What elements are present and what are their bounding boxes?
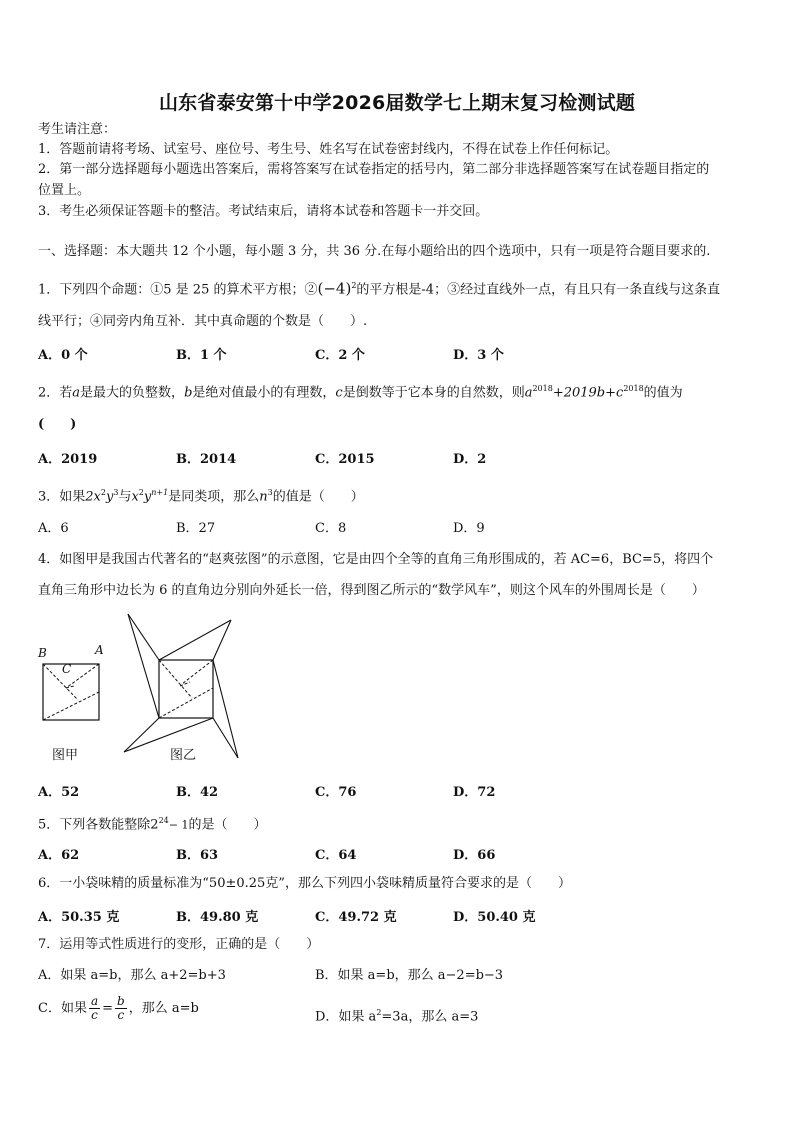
q3-option-d[interactable]: D．9 (453, 521, 485, 536)
q3-term-1-exp-y: 3 (113, 488, 119, 497)
q7-option-b[interactable]: B．如果 a=b，那么 a−2=b−3 (315, 968, 504, 983)
q2-option-b[interactable]: B．2014 (176, 452, 237, 467)
q1-exp: 2 (351, 281, 357, 290)
q3-term-2-exp-x: 2 (138, 488, 144, 497)
q5-minus-one: − 1 (168, 818, 189, 832)
q2-text-3: 是绝对值最小的有理数， (192, 385, 336, 401)
notice-item-2: 2．第一部分选择题每小题选出答案后，需将答案写在试卷指定的括号内，第二部分非选择题答案写在试卷题目指定的 (38, 162, 710, 177)
q4-option-d[interactable]: D．72 (453, 785, 496, 800)
notice-item-2-cont: 位置上。 (38, 183, 91, 198)
figure-yi-label: 图乙 (170, 748, 197, 763)
q6-option-c[interactable]: C．49.72 克 (315, 910, 397, 925)
q7-d-text-2: =3a，那么 a=3 (381, 1009, 479, 1025)
q5-option-a[interactable]: A．62 (38, 848, 80, 863)
question-4-line-2: 直角三角形中边长为 6 的直角边分别向外延长一倍，得到图乙所示的“数学风车”，则这个风车的外围周长是（ ） (38, 583, 705, 598)
q3-term-2: x (131, 489, 139, 505)
q3-option-c[interactable]: C．8 (315, 521, 347, 536)
q2-option-a[interactable]: A．2019 (38, 452, 98, 467)
q2-expr-a-exp: 2018 (532, 384, 553, 393)
q2-text-2: 是最大的负整数， (80, 385, 185, 401)
q2-text-4: 是倒数等于它本身的自然数，则 (342, 385, 525, 401)
q3-option-a[interactable]: A．6 (38, 521, 69, 536)
q3-option-b[interactable]: B．27 (176, 521, 216, 536)
question-2-line-1 (38, 380, 683, 401)
q2-text-1: 2．若 (38, 385, 73, 401)
q7-c-equals: = (102, 1001, 114, 1016)
math-windmill-diagram (120, 612, 250, 762)
q3-text-4: 的值是（ ） (272, 489, 364, 505)
q7-option-c[interactable] (38, 994, 199, 1024)
q1-option-b[interactable]: B．1 个 (176, 348, 227, 363)
label-c: C (62, 662, 72, 676)
q6-option-a[interactable]: A．50.35 克 (38, 910, 120, 925)
q3-text-3: 是同类项，那么 (168, 489, 260, 505)
question-1-line-2: 线平行；④同旁内角互补．其中真命题的个数是（ ）. (38, 314, 368, 329)
q1-text-b: 的平方根是-4；③经过直线外一点，有且只有一条直线与这条直 (356, 282, 721, 298)
q3-term-3: n (259, 489, 268, 505)
q3-text-1: 3．如果 (38, 489, 86, 505)
question-2-line-2: ( ) (38, 417, 77, 432)
q2-option-c[interactable]: C．2015 (315, 452, 375, 467)
q7-c-frac-a-num: a (90, 994, 99, 1008)
q5-text-1: 5．下列各数能整除 (38, 817, 151, 833)
q1-expr: (−4) (317, 279, 352, 298)
q2-var-b: b (184, 385, 193, 401)
q7-c-frac-b-num: b (117, 994, 125, 1008)
q7-c-frac-a-den: c (91, 1008, 98, 1022)
q3-term-1-y: y (105, 489, 114, 505)
q3-term-2-exp-y: n+1 (151, 488, 169, 497)
q7-c-fraction-a (89, 995, 100, 1022)
label-a: A (95, 643, 104, 657)
q2-expr-c-exp: 2018 (623, 384, 644, 393)
q2-option-d[interactable]: D．2 (453, 452, 487, 467)
section-heading: 一、选择题：本大题共 12 个小题，每小题 3 分，共 36 分.在每小题给出的四个选项中，只有一项是符合题目要求的. (38, 244, 711, 259)
q1-option-c[interactable]: C．2 个 (315, 348, 365, 363)
q5-text-2: 的是（ ） (188, 817, 267, 833)
q7-d-text-1: D．如果 a (315, 1009, 377, 1025)
q4-option-c[interactable]: C．76 (315, 785, 357, 800)
notice-item-3: 3．考生必须保证答题卡的整洁。考试结束后，请将本试卷和答题卡一并交回。 (38, 204, 489, 219)
q3-text-2: 与 (118, 489, 132, 505)
q3-term-2-y: y (143, 489, 152, 505)
q3-term-1-exp-x: 2 (100, 488, 106, 497)
q1-option-a[interactable]: A．0 个 (38, 348, 88, 363)
q7-option-a[interactable]: A．如果 a=b，那么 a+2=b+3 (38, 968, 226, 983)
question-5 (38, 812, 266, 833)
page-title: 山东省泰安第十中学2026届数学七上期末复习检测试题 (158, 92, 636, 114)
question-7: 7．运用等式性质进行的变形，正确的是（ ） (38, 937, 320, 952)
notice-item-1: 1．答题前请将考场、试室号、座位号、考生号、姓名写在试卷密封线内，不得在试卷上作任何标记。 (38, 142, 619, 157)
q2-var-c: c (335, 385, 343, 401)
q7-c-fraction-b (115, 995, 127, 1022)
q2-var-a: a (72, 385, 81, 401)
q1-option-d[interactable]: D．3 个 (453, 348, 504, 363)
q6-option-b[interactable]: B．49.80 克 (176, 910, 259, 925)
q5-option-d[interactable]: D．66 (453, 848, 496, 863)
q7-c-text-1: C．如果 (38, 1001, 87, 1016)
figure-jia-label: 图甲 (52, 748, 79, 763)
q5-exp: 24 (158, 816, 169, 825)
q5-option-c[interactable]: C．64 (315, 848, 357, 863)
q5-option-b[interactable]: B．63 (176, 848, 219, 863)
q7-d-exp: 2 (376, 1008, 382, 1017)
notice-heading: 考生请注意： (38, 122, 117, 137)
question-3 (38, 484, 364, 505)
q4-option-a[interactable]: A．52 (38, 785, 80, 800)
question-4-line-1: 4．如图甲是我国古代著名的“赵爽弦图”的示意图，它是由四个全等的直角三角形围成的，若 AC=6，BC=5，将四个 (38, 552, 714, 567)
question-6: 6．一小袋味精的质量标准为“50±0.25克”，那么下列四小袋味精质量符合要求的是（ ） (38, 876, 571, 891)
q7-c-text-2: ，那么 a=b (128, 1001, 199, 1016)
q2-text-5: 的值为 (643, 385, 683, 401)
q3-term-3-exp: 3 (267, 488, 273, 497)
q7-c-frac-b-den: c (117, 1008, 125, 1022)
q4-option-b[interactable]: B．42 (176, 785, 219, 800)
q3-term-1: 2x (85, 489, 101, 505)
q7-option-d[interactable] (315, 1004, 478, 1025)
q2-expr-a: a (524, 385, 533, 401)
q1-text-a: 1．下列四个命题：①5 是 25 的算术平方根；② (38, 282, 318, 298)
question-1-line-1 (38, 277, 720, 298)
q5-base: 2 (150, 817, 159, 833)
q2-expr-rest: +2019b+c (552, 385, 624, 401)
q6-option-d[interactable]: D．50.40 克 (453, 910, 536, 925)
label-b: B (38, 646, 47, 660)
